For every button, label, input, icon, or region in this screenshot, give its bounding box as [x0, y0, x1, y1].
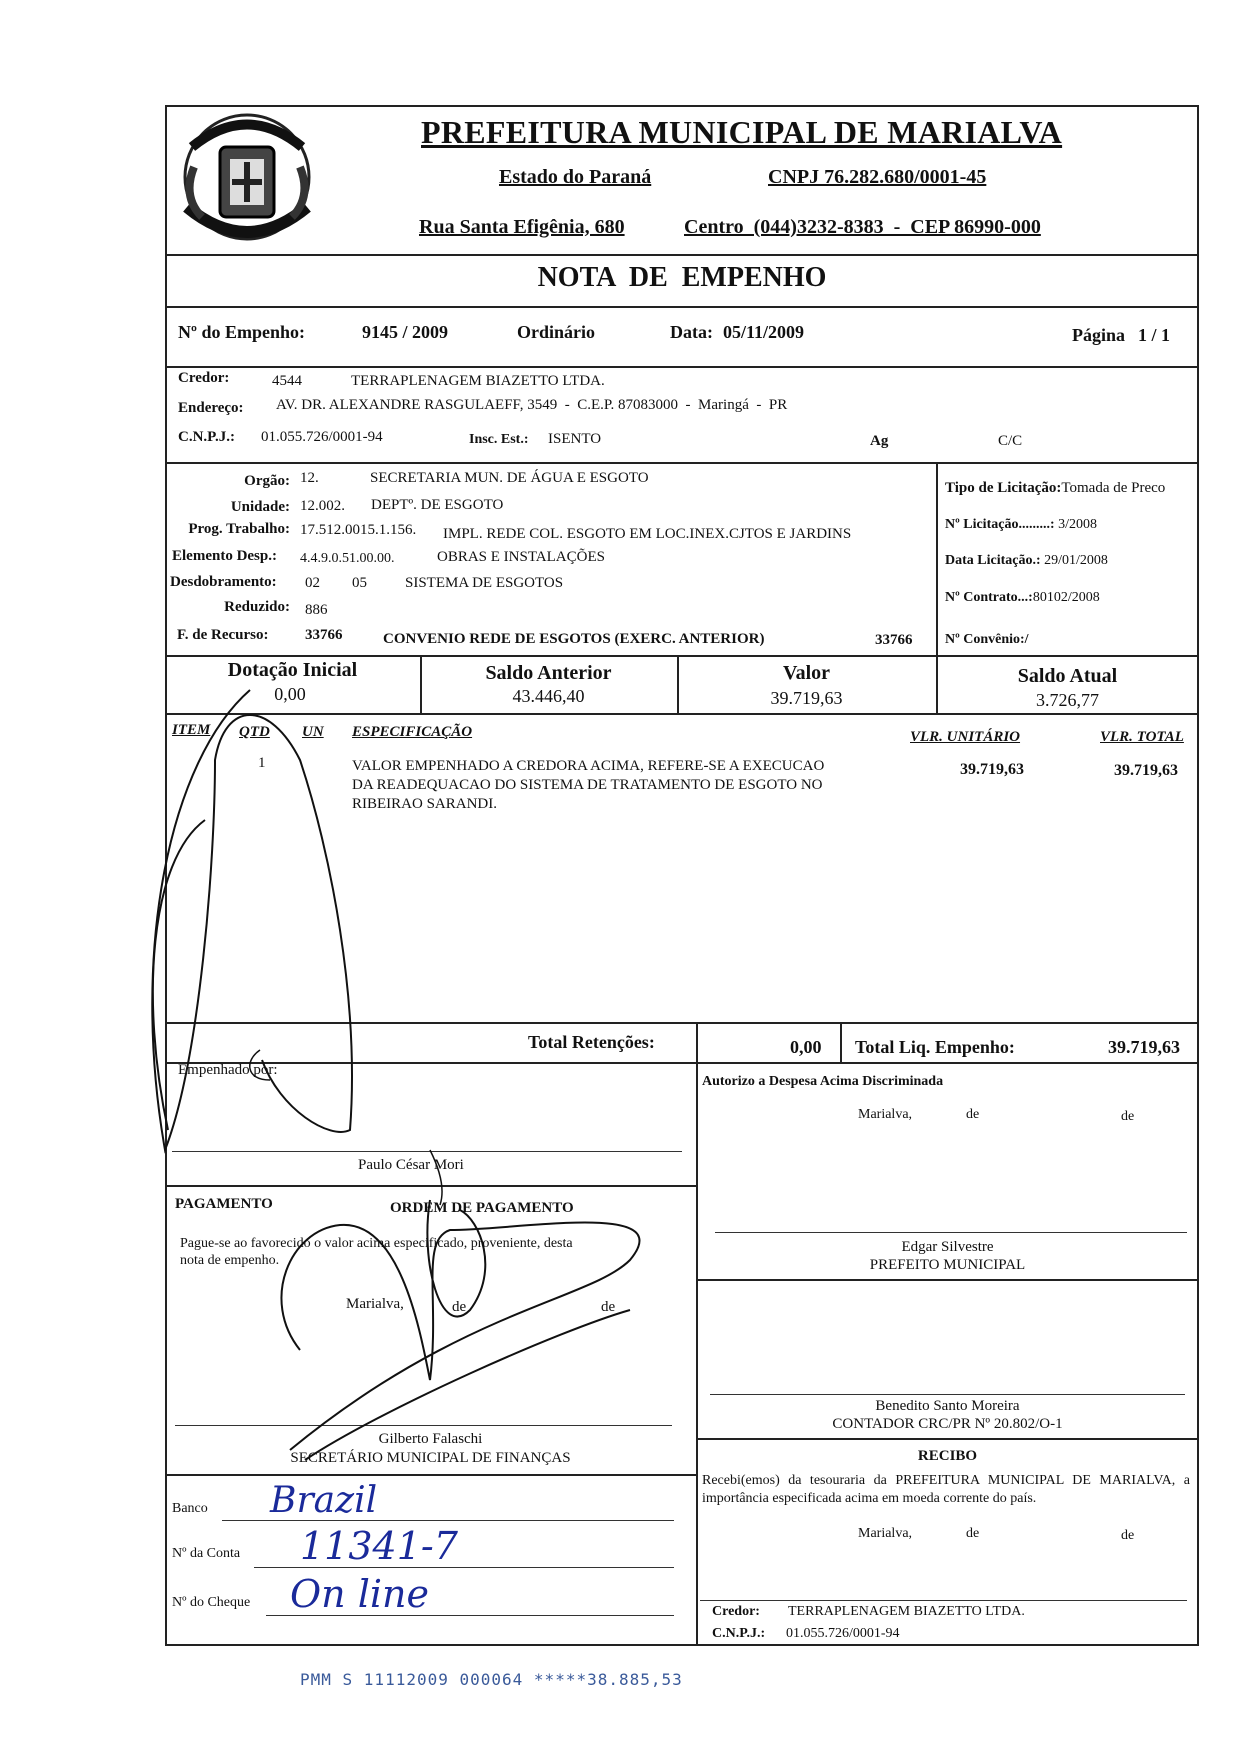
retencoes-label: Total Retenções:: [528, 1032, 655, 1052]
insc-label: Insc. Est.:: [469, 432, 529, 447]
recurso-value: CONVENIO REDE DE ESGOTOS (EXERC. ANTERIOR): [383, 631, 765, 647]
page-number: 1 / 1: [1138, 325, 1171, 345]
org-contact: Centro (044)3232-8383 - CEP 86990-000: [684, 216, 1041, 238]
page-label: Página: [1072, 325, 1126, 345]
item-spec-line2: DA READEQUACAO DO SISTEMA DE TRATAMENTO DE ESGOTO NO: [352, 777, 823, 793]
prog-value: IMPL. REDE COL. ESGOTO EM LOC.INEX.CJTOS E JARDINS: [443, 526, 852, 542]
saldo-anterior-value: 43.446,40: [512, 686, 585, 706]
desdob-value: SISTEMA DE ESGOTOS: [405, 575, 564, 591]
credor-name: TERRAPLENAGEM BIAZETTO LTDA.: [351, 373, 605, 389]
credor-code: 4544: [272, 373, 302, 389]
unidade-label: Unidade:: [230, 499, 290, 515]
empenho-date: 05/11/2009: [723, 322, 805, 342]
autorizo-title: Autorizo a Despesa Acima Discriminada: [702, 1074, 944, 1089]
saldo-atual-label: Saldo Atual: [1017, 665, 1118, 687]
reduzido-value: 886: [305, 602, 328, 618]
conta-handwritten: 11341-7: [300, 1524, 458, 1568]
empenhado-label: Empenhado por:: [178, 1062, 278, 1078]
elemento-value: OBRAS E INSTALAÇÕES: [437, 549, 605, 565]
cnpj-value: 01.055.726/0001-94: [261, 429, 383, 445]
org-name: PREFEITURA MUNICIPAL DE MARIALVA: [421, 114, 1063, 150]
recurso-code: 33766: [305, 627, 343, 643]
licitacao-data-label: Data Licitação.: 29/01/2008: [945, 553, 1108, 568]
item-unit-value: 39.719,63: [960, 761, 1024, 778]
saldo-atual-value: 3.726,77: [1036, 690, 1099, 710]
empenho-type: Ordinário: [517, 322, 596, 342]
liquido-value: 39.719,63: [1108, 1037, 1180, 1057]
contador-name: Benedito Santo Moreira: [875, 1398, 1020, 1414]
doc-title: NOTA DE EMPENHO: [537, 262, 827, 293]
empenho-number: 9145 / 2009: [362, 322, 449, 342]
dotacao-value: 0,00: [274, 684, 306, 704]
empenho-number-label: Nº do Empenho:: [178, 322, 305, 342]
col-qtd: QTD: [239, 724, 270, 740]
orgao-code: 12.: [300, 470, 319, 486]
licitacao-numero-label: Nº Licitação.........: 3/2008: [945, 517, 1097, 532]
unidade-value: DEPTº. DE ESGOTO: [371, 497, 504, 513]
recibo-credor: TERRAPLENAGEM BIAZETTO LTDA.: [788, 1604, 1025, 1619]
recibo-de-2: de: [1121, 1528, 1135, 1543]
pagamento-de-1: de: [452, 1299, 467, 1315]
pague-text-2: nota de empenho.: [180, 1253, 280, 1268]
recibo-text: Recebi(emos) da tesouraria da PREFEITURA MUNICIPAL DE MARIALVA, a importância especificada acima em moeda corrente do país.: [702, 1473, 1190, 1506]
col-un: UN: [302, 724, 324, 740]
recurso-label: F. de Recurso:: [177, 627, 269, 643]
conta-label: Nº da Conta: [172, 1546, 241, 1561]
contador-title: CONTADOR CRC/PR Nº 20.802/O-1: [832, 1416, 1063, 1432]
cnpj-label: C.N.P.J.:: [178, 429, 235, 445]
desdob-b: 05: [352, 575, 367, 591]
prog-code: 17.512.0015.1.156.: [300, 522, 417, 538]
secretario-title: SECRETÁRIO MUNICIPAL DE FINANÇAS: [290, 1450, 571, 1466]
org-cnpj: CNPJ 76.282.680/0001-45: [768, 166, 987, 188]
pague-text-1: Pague-se ao favorecido o valor acima especificado, proveniente, desta: [180, 1236, 573, 1251]
item-spec-line3: RIBEIRAO SARANDI.: [352, 796, 498, 812]
org-address: Rua Santa Efigênia, 680: [419, 216, 625, 238]
pagamento-marialva: Marialva,: [346, 1296, 404, 1312]
item-qtd: 1: [258, 755, 266, 771]
elemento-label: Elemento Desp.:: [172, 548, 277, 564]
col-item: ITEM: [172, 722, 211, 738]
endereco-value: AV. DR. ALEXANDRE RASGULAEFF, 3549 - C.E.P. 87083000 - Maringá - PR: [276, 397, 788, 413]
autorizo-de-2: de: [1121, 1109, 1135, 1124]
prefeito-name: Edgar Silvestre: [901, 1239, 994, 1255]
recibo-marialva: Marialva,: [858, 1526, 913, 1541]
autorizo-marialva: Marialva,: [858, 1107, 913, 1122]
recibo-title: RECIBO: [917, 1448, 978, 1464]
desdob-a: 02: [305, 575, 320, 591]
pagamento-de-2: de: [601, 1299, 616, 1315]
licitacao-data: 29/01/2008: [1044, 553, 1108, 568]
recibo-cnpj-label: C.N.P.J.:: [712, 1626, 766, 1641]
recurso-code-2: 33766: [875, 632, 913, 648]
state-name: Estado do Paraná: [499, 166, 652, 188]
prog-label: Prog. Trabalho:: [188, 521, 290, 537]
endereco-label: Endereço:: [178, 400, 244, 416]
col-spec: ESPECIFICAÇÃO: [352, 724, 473, 740]
banco-handwritten: Brazil: [270, 1480, 378, 1521]
item-total-value: 39.719,63: [1114, 762, 1178, 779]
contrato-value: 80102/2008: [1032, 590, 1100, 605]
recibo-de-1: de: [966, 1526, 980, 1541]
licitacao-numero: 3/2008: [1058, 517, 1097, 532]
pagamento-title: PAGAMENTO: [175, 1196, 273, 1212]
col-unit: VLR. UNITÁRIO: [910, 729, 1021, 745]
licitacao-tipo: Tomada de Preco: [1061, 480, 1166, 496]
unidade-code: 12.002.: [300, 498, 345, 514]
desdob-label: Desdobramento:: [170, 574, 277, 590]
payment-stamp: PMM S 11112009 000064 *****38.885,53: [300, 1670, 683, 1689]
contrato-label: Nº Contrato...:80102/2008: [945, 590, 1100, 605]
recibo-cnpj: 01.055.726/0001-94: [786, 1626, 900, 1641]
empenho-date-label: Data:: [670, 322, 713, 342]
ordem-pagamento-title: ORDEM DE PAGAMENTO: [390, 1200, 574, 1216]
retencoes-value: 0,00: [790, 1037, 822, 1057]
banco-label: Banco: [172, 1501, 208, 1516]
licitacao-tipo-label: Tipo de Licitação:Tomada de Preco: [945, 480, 1166, 496]
valor-value: 39.719,63: [770, 688, 843, 708]
credor-label: Credor:: [178, 370, 230, 386]
insc-value: ISENTO: [548, 431, 602, 447]
col-total: VLR. TOTAL: [1100, 729, 1184, 745]
coat-of-arms-logo: [172, 107, 322, 257]
empenhado-name: Paulo César Mori: [358, 1157, 464, 1173]
cheque-handwritten: On line: [290, 1572, 429, 1616]
elemento-code: 4.4.9.0.51.00.00.: [300, 551, 395, 566]
recibo-credor-label: Credor:: [712, 1604, 760, 1619]
prefeito-title: PREFEITO MUNICIPAL: [869, 1257, 1026, 1273]
cheque-label: Nº do Cheque: [172, 1595, 251, 1610]
convenio-label: Nº Convênio:/: [945, 632, 1029, 647]
orgao-label: Orgão:: [244, 473, 290, 489]
saldo-anterior-label: Saldo Anterior: [485, 662, 612, 684]
cc-label: C/C: [998, 433, 1023, 449]
liquido-label: Total Liq. Empenho:: [855, 1037, 1015, 1057]
orgao-value: SECRETARIA MUN. DE ÁGUA E ESGOTO: [370, 470, 649, 486]
autorizo-de-1: de: [966, 1107, 980, 1122]
dotacao-label: Dotação Inicial: [227, 659, 358, 681]
item-spec-line1: VALOR EMPENHADO A CREDORA ACIMA, REFERE-SE A EXECUCAO: [352, 758, 825, 774]
reduzido-label: Reduzido:: [224, 599, 290, 615]
ag-label: Ag: [870, 433, 889, 449]
valor-label: Valor: [782, 662, 831, 684]
secretario-name: Gilberto Falaschi: [378, 1431, 483, 1447]
